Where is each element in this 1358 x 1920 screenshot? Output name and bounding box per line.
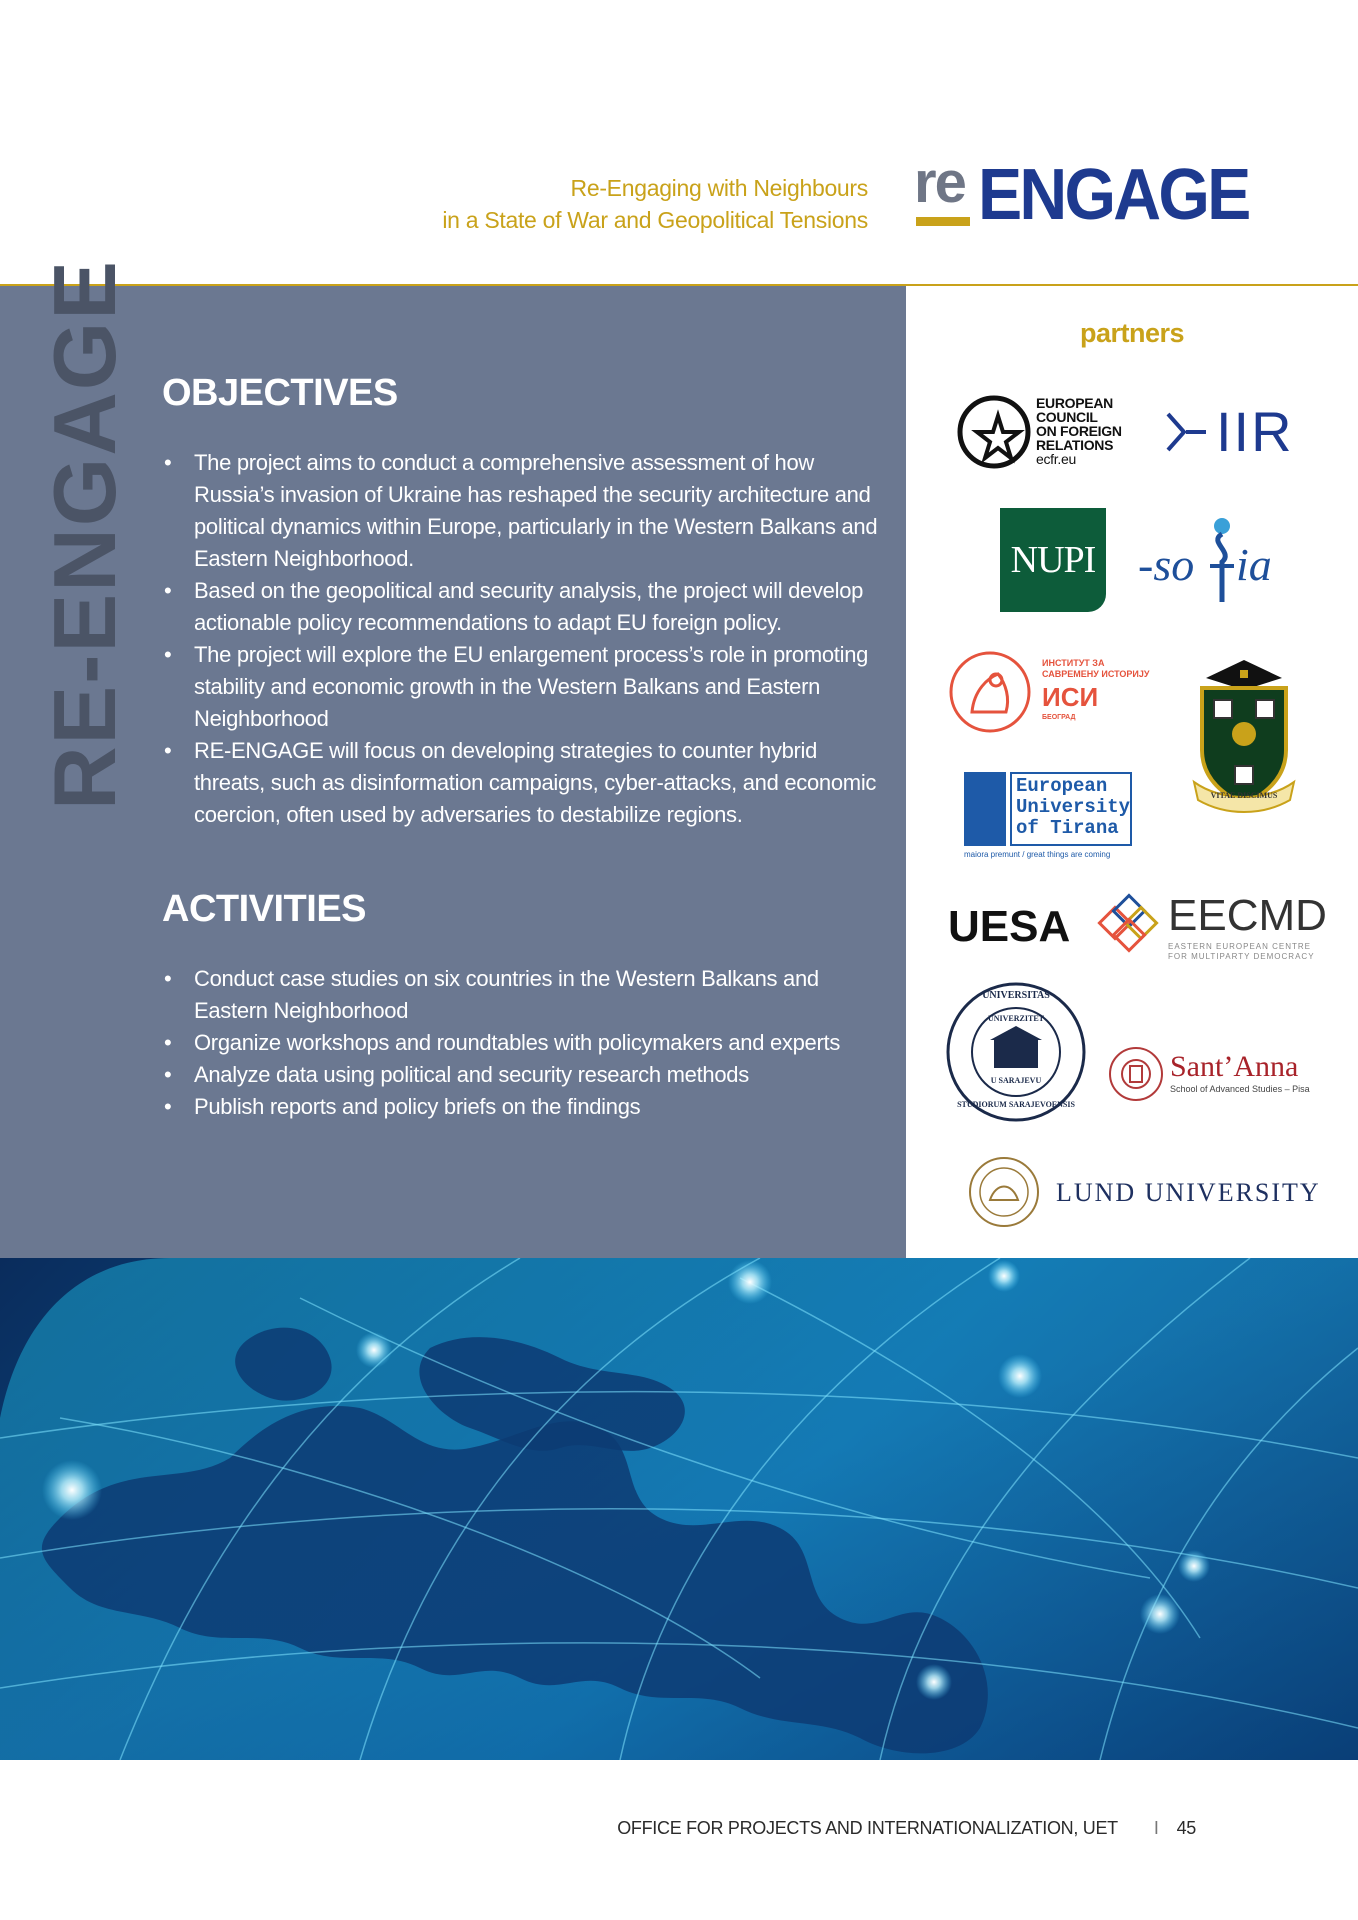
objectives-list bbox=[162, 447, 882, 831]
eut-motto: maiora premunt / great things are coming bbox=[964, 850, 1111, 859]
activities-section bbox=[162, 888, 882, 1123]
objectives-heading: OBJECTIVES bbox=[162, 372, 398, 414]
list-item: • The project will explore the EU enlargement process’s role in promoting stability and economic growth in the Western Balkans and Eastern Neighborhood bbox=[162, 639, 882, 735]
santanna-logo bbox=[1108, 1046, 1328, 1106]
santanna-name: Sant’Anna bbox=[1170, 1050, 1299, 1083]
santanna-seal-icon bbox=[1108, 1046, 1164, 1102]
partners-title: partners bbox=[1079, 318, 1185, 348]
eut-line-3: of Tirana bbox=[1016, 817, 1119, 839]
sarajevo-city-text: U SARAJEVU bbox=[990, 1076, 1042, 1085]
tagline-line-1: Re-Engaging with Neighbours bbox=[570, 175, 868, 201]
uesa-logo: UESA bbox=[948, 902, 1071, 951]
sarajevo-mid-text: UNIVERZITET bbox=[987, 1014, 1044, 1023]
eut-line-1: European bbox=[1016, 775, 1108, 797]
tagline-line-2: in a State of War and Geopolitical Tensions bbox=[442, 207, 868, 233]
ecfr-logo bbox=[956, 390, 1146, 474]
footer bbox=[617, 1818, 1196, 1839]
isi-line-2: САВРЕМЕНУ ИСТОРИЈУ bbox=[1042, 669, 1150, 679]
crest-motto: VITAE DISCIMUS bbox=[1210, 791, 1278, 800]
list-item: • RE-ENGAGE will focus on developing strategies to counter hybrid threats, such as disinformation campaigns, cyber-attacks, and economic coercion, often used by adversaries to destabilize regions. bbox=[162, 735, 882, 831]
iir-logo bbox=[1162, 400, 1302, 463]
vertical-title: RE-ENGAGE bbox=[35, 259, 134, 810]
eut-logo bbox=[964, 772, 1164, 862]
isi-acronym: ИСИ bbox=[1042, 682, 1099, 712]
eecmd-logo bbox=[1096, 892, 1336, 972]
logo-engage-text: ENGAGE bbox=[978, 155, 1249, 235]
header-tagline bbox=[442, 172, 868, 236]
objectives-section bbox=[162, 372, 882, 831]
globe-image bbox=[0, 1258, 1358, 1760]
ecfr-line-2: COUNCIL bbox=[1036, 409, 1098, 425]
eecmd-line-2: FOR MULTIPARTY DEMOCRACY bbox=[1168, 952, 1315, 961]
isi-line-1: ИНСТИТУТ ЗА bbox=[1042, 658, 1105, 668]
lund-logo bbox=[968, 1156, 1321, 1232]
ecfr-line-3: ON FOREIGN bbox=[1036, 423, 1122, 439]
isi-seal-icon bbox=[948, 650, 1032, 734]
list-item: • Publish reports and policy briefs on the findings bbox=[162, 1091, 882, 1123]
iir-chevron-icon bbox=[1162, 404, 1212, 460]
isi-logo bbox=[948, 650, 1168, 740]
sofia-logo bbox=[1138, 514, 1298, 610]
nupi-logo: NUPI bbox=[1000, 508, 1106, 612]
sofia-text-end: ia bbox=[1236, 539, 1272, 590]
partners-panel bbox=[906, 286, 1358, 1258]
eecmd-diamond-icon bbox=[1096, 892, 1160, 956]
list-item: • Conduct case studies on six countries in the Western Balkans and Eastern Neighborhood bbox=[162, 963, 882, 1027]
ecfr-star-icon bbox=[956, 390, 1034, 474]
reengage-logo bbox=[914, 150, 1249, 235]
eecmd-name: EECMD bbox=[1168, 891, 1327, 940]
ecfr-line-4: RELATIONS bbox=[1036, 437, 1114, 453]
eut-line-2: University bbox=[1016, 796, 1131, 818]
sofia-text-start: -so bbox=[1138, 539, 1195, 590]
lund-seal-icon bbox=[968, 1156, 1040, 1228]
lund-name: LUND UNIVERSITY bbox=[1056, 1178, 1321, 1207]
globe-network-illustration bbox=[0, 1258, 1358, 1760]
logo-re-text: re bbox=[914, 150, 965, 215]
iir-text: IIR bbox=[1216, 400, 1294, 463]
sofia-figure-icon bbox=[1204, 516, 1238, 606]
footer-office: OFFICE FOR PROJECTS AND INTERNATIONALIZATION, UET bbox=[617, 1818, 1118, 1838]
crest-logo bbox=[1192, 650, 1296, 816]
eecmd-line-1: EASTERN EUROPEAN CENTRE bbox=[1168, 942, 1312, 951]
footer-separator: I bbox=[1153, 1818, 1159, 1838]
santanna-sub: School of Advanced Studies – Pisa bbox=[1170, 1084, 1310, 1094]
list-item: • Organize workshops and roundtables with policymakers and experts bbox=[162, 1027, 882, 1059]
sarajevo-top-text: UNIVERSITAS bbox=[982, 990, 1050, 1001]
list-item: • Analyze data using political and security research methods bbox=[162, 1059, 882, 1091]
activities-list bbox=[162, 963, 882, 1123]
ecfr-url: ecfr.eu bbox=[1036, 451, 1076, 467]
activities-heading: ACTIVITIES bbox=[162, 888, 367, 930]
sarajevo-bottom-text: STUDIORUM SARAJEVOENSIS bbox=[957, 1100, 1075, 1109]
logo-underline bbox=[916, 217, 970, 226]
list-item: • The project aims to conduct a comprehensive assessment of how Russia’s invasion of Ukraine has reshaped the security architecture and political dynamics within Europe, particularly in the Western Balkans and Eastern Neighborhood. bbox=[162, 447, 882, 575]
ecfr-line-1: EUROPEAN bbox=[1036, 395, 1113, 411]
eut-emblem-icon bbox=[964, 772, 1006, 846]
page-number: 45 bbox=[1176, 1818, 1196, 1838]
isi-city: БЕОГРАД bbox=[1042, 714, 1076, 721]
sarajevo-logo bbox=[944, 980, 1088, 1124]
list-item: • Based on the geopolitical and security analysis, the project will develop actionable policy recommendations to adapt EU foreign policy. bbox=[162, 575, 882, 639]
